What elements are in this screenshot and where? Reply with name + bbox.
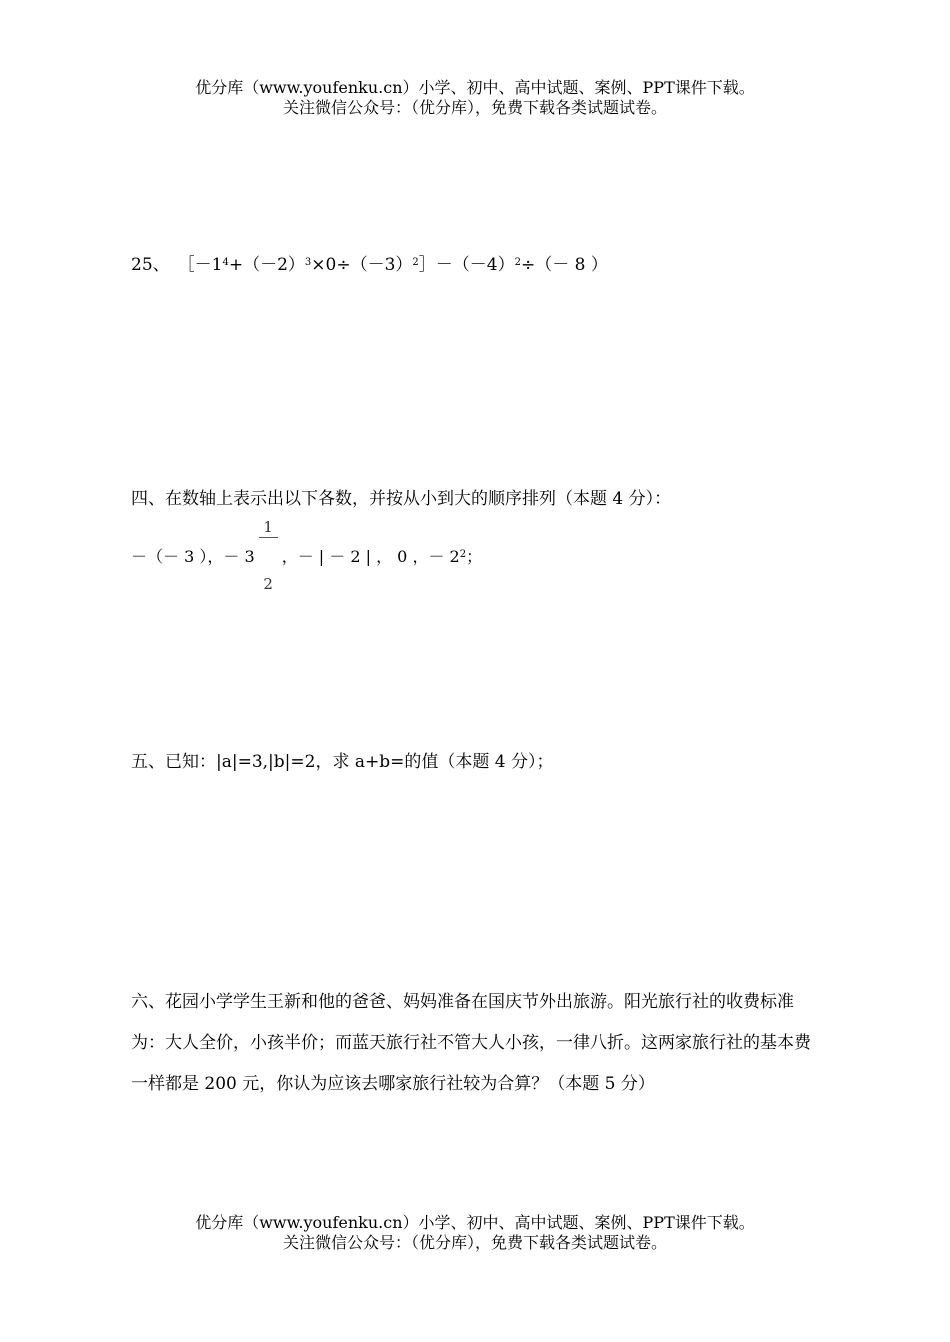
q4-fraction-denominator: 2 [263, 574, 273, 593]
footer-line-2: 关注微信公众号：（优分库），免费下载各类试题试卷。 [282, 1233, 667, 1252]
q25-part-1: ［－1 [177, 255, 223, 275]
footer-line-1: 优分库（www.youfenku.cn）小学、初中、高中试题、案例、PPT课件下载。 [195, 1213, 755, 1232]
header-line-2: 关注微信公众号：（优分库），免费下载各类试题试卷。 [282, 98, 667, 117]
question-5: 五、已知：|a|=3,|b|=2，求 a+b=的值（本题 4 分）； [131, 752, 554, 772]
q25-part-4: ］－（－4） [418, 255, 515, 275]
q25-part-3: ×0÷（－3） [311, 255, 413, 275]
q25-part-2: +（－2） [228, 255, 305, 275]
page-footer [0, 1213, 950, 1253]
page-header [0, 78, 950, 118]
q4-fraction [259, 481, 278, 630]
header-line-1: 优分库（www.youfenku.cn）小学、初中、高中试题、案例、PPT课件下载。 [195, 78, 755, 97]
question-4-numbers: －（－ 3 ），－ 3 $\frac{1}{2}$ ，－ | － 2 | ， 0 ，－ 2 2 ； [131, 530, 691, 580]
question-25: 25、 ［－1 4 +（－2） 3 ×0÷（－3） 2 ］－（－4） 2 ÷（－ 8 ） [131, 250, 608, 275]
q4-fraction-numerator: 1 [259, 517, 278, 538]
q4-tail: ； [466, 546, 483, 566]
question-6: 六、花园小学学生王新和他的爸爸、妈妈准备在国庆节外出旅游。阳光旅行社的收费标准为：大人全价，小孩半价；而蓝天旅行社不管大人小孩，一律八折。这两家旅行社的基本费一样都是 200 元，你认为应该去哪家旅行社较为合算？（本题 5 分） [131, 992, 811, 1094]
q4-item-1: －（－ 3 ），－ 3 [131, 546, 255, 566]
q4-item-2: ，－ | － 2 | ， 0 ，－ 2 [281, 546, 460, 566]
question-25-number: 25、 [131, 255, 170, 275]
q25-part-5: ÷（－ 8 ） [520, 255, 608, 275]
question-4-title: 四、在数轴上表示出以下各数，并按从小到大的顺序排列（本题 4 分）： [131, 489, 672, 509]
